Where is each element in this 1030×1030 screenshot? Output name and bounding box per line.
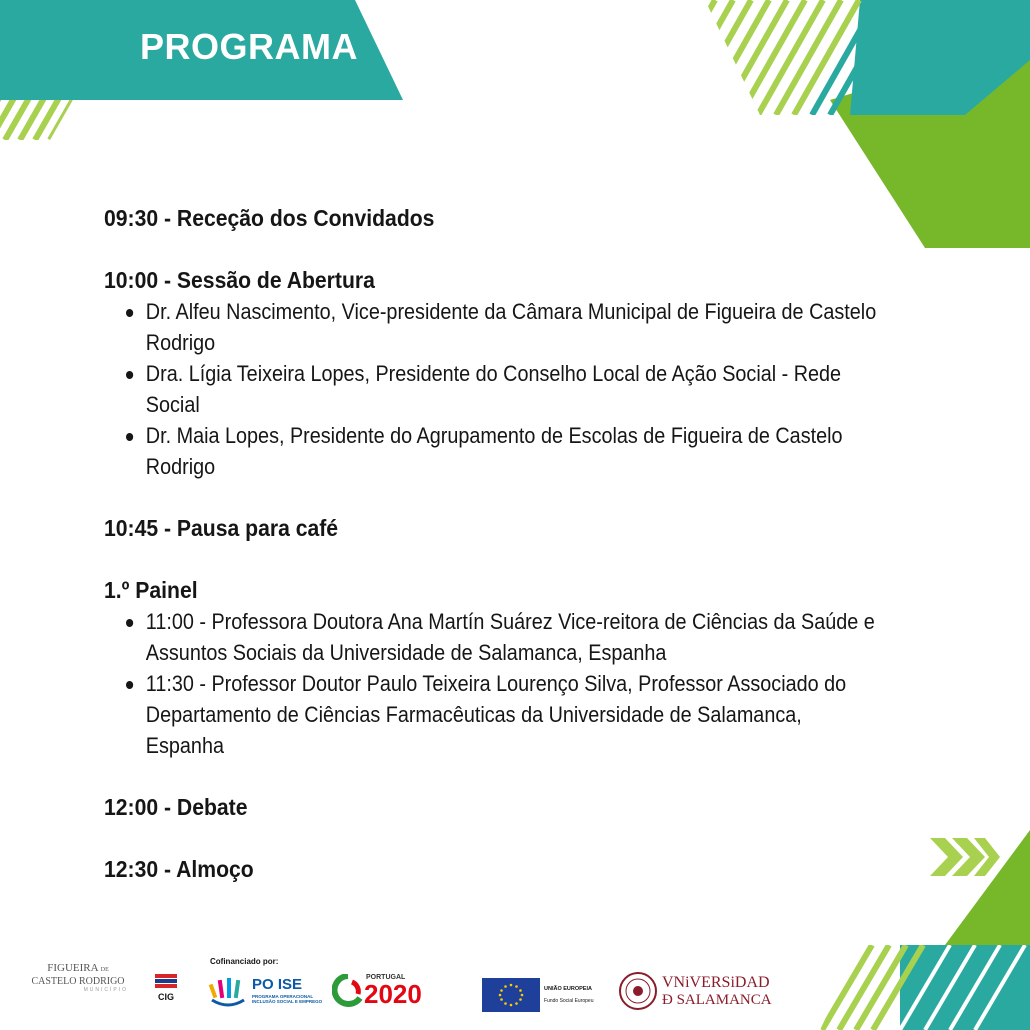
list-item: 11:00 - Professora Doutora Ana Martín Suárez Vice-reitora de Ciências da Saúde e Assuntos Sociais da Universidade de Salamanca, Espanha [126, 606, 884, 668]
figueira-logo-de: DE [100, 967, 109, 973]
usal-logo-text: Ð SALAMANCA [662, 992, 772, 1008]
eu-logo-sub: Fundo Social Europeu [544, 998, 594, 1004]
figueira-logo-text: CASTELO RODRIGO [31, 976, 125, 987]
portugal-text: PORTUGAL [366, 974, 406, 981]
list-item: Dra. Lígia Teixeira Lopes, Presidente do Conselho Local de Ação Social - Rede Social [126, 358, 884, 420]
poise-logo-sub: PROGRAMA OPERACIONAL INCLUSÃO SOCIAL E EMPREGO [252, 994, 323, 1004]
figueira-logo [28, 962, 128, 993]
chevrons-icon [930, 838, 1000, 876]
eu-logo-text: UNIÃO EUROPEIA [544, 986, 592, 992]
panel-list [104, 606, 934, 761]
list-item: 11:30 - Professor Doutor Paulo Teixeira Lourenço Silva, Professor Associado do Departamento de Ciências Farmacêuticas da Universidade de Salamanca, Espanha [126, 668, 884, 761]
program-section [104, 575, 934, 761]
section-title: 12:00 - Debate [104, 794, 248, 820]
program-section [104, 854, 934, 885]
program-section [104, 203, 934, 234]
list-item: Dr. Alfeu Nascimento, Vice-presidente da Câmara Municipal de Figueira de Castelo Rodrigo [126, 296, 884, 358]
section-title: 10:45 - Pausa para café [104, 515, 339, 541]
sponsor-logos [0, 940, 800, 1030]
cig-logo [146, 974, 186, 1002]
usal-seal-icon [618, 970, 658, 1012]
portugal2020-swirl-icon [332, 974, 364, 1008]
speaker-list [104, 296, 934, 482]
poise-logo-text: PO ISE [252, 976, 303, 993]
page-title: PROGRAMA [140, 26, 358, 67]
section-title: 12:30 - Almoço [104, 856, 254, 882]
figueira-logo-text: FIGUEIRA [47, 962, 98, 974]
program-section [104, 265, 934, 482]
p2020-text: 2020 [364, 979, 422, 1009]
section-title: 10:00 - Sessão de Abertura [104, 267, 375, 293]
list-item: Dr. Maia Lopes, Presidente do Agrupamento de Escolas de Figueira de Castelo Rodrigo [126, 420, 884, 482]
section-title: 09:30 - Receção dos Convidados [104, 205, 435, 231]
program-content [104, 203, 934, 916]
section-title: 1.º Painel [104, 577, 198, 603]
program-section [104, 513, 934, 544]
usal-logo-text: VNiVERSiDAD [662, 974, 770, 991]
portugal2020-logo [332, 974, 464, 1014]
cig-logo-text: CIG [157, 992, 174, 1002]
cig-flag-icon [155, 974, 177, 988]
poise-logo [208, 976, 328, 1016]
poise-hands-icon [208, 976, 248, 1008]
figueira-logo-sub: MUNICÍPIO [83, 987, 128, 993]
eu-logo [482, 978, 604, 1012]
program-section [104, 792, 934, 823]
cofinanced-label: Cofinanciado por: [210, 957, 279, 966]
usal-logo [618, 970, 788, 1016]
eu-flag-icon [482, 978, 540, 1012]
